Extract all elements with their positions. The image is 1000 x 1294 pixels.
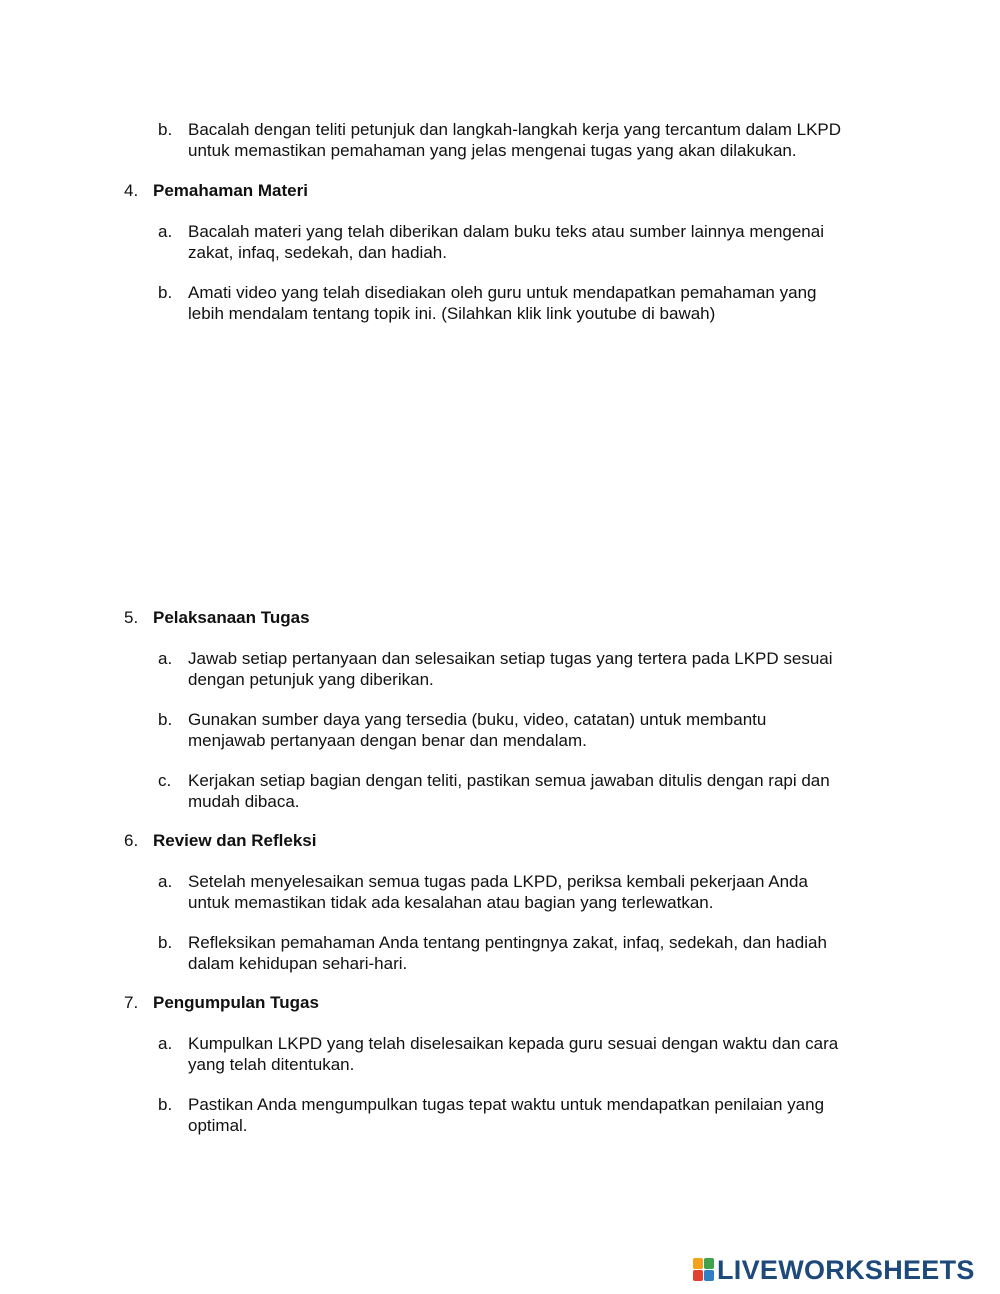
item-text-line: Gunakan sumber daya yang tersedia (buku, video, catatan) untuk membantu bbox=[188, 710, 767, 729]
item-text-line: Jawab setiap pertanyaan dan selesaikan setiap tugas yang tertera pada LKPD sesuai bbox=[188, 649, 833, 668]
section-number: 7. bbox=[124, 993, 139, 1012]
item-marker: a. bbox=[158, 649, 173, 668]
section-title: Pengumpulan Tugas bbox=[153, 993, 319, 1012]
item-marker: a. bbox=[158, 222, 173, 241]
liveworksheets-logo-icon bbox=[693, 1258, 715, 1282]
item-text-line: mudah dibaca. bbox=[188, 792, 300, 811]
item-text-line: yang telah ditentukan. bbox=[188, 1055, 355, 1074]
item-marker: b. bbox=[158, 1095, 173, 1114]
item-text-line: untuk memastikan pemahaman yang jelas mengenai tugas yang akan dilakukan. bbox=[188, 141, 797, 160]
item-text-line: Bacalah dengan teliti petunjuk dan langkah-langkah kerja yang tercantum dalam LKPD bbox=[188, 120, 842, 139]
video-placeholder-area bbox=[150, 340, 850, 590]
item-text-line: zakat, infaq, sedekah, dan hadiah. bbox=[188, 243, 447, 262]
item-text-line: Pastikan Anda mengumpulkan tugas tepat waktu untuk mendapatkan penilaian yang bbox=[188, 1095, 825, 1114]
item-marker: a. bbox=[158, 1034, 173, 1053]
item-marker: b. bbox=[158, 933, 173, 952]
item-text-line: Kerjakan setiap bagian dengan teliti, pastikan semua jawaban ditulis dengan rapi dan bbox=[188, 771, 830, 790]
item-text-line: menjawab pertanyaan dengan benar dan mendalam. bbox=[188, 731, 587, 750]
item-text-line: Kumpulkan LKPD yang telah diselesaikan kepada guru sesuai dengan waktu dan cara bbox=[188, 1034, 839, 1053]
logo-square-2 bbox=[704, 1258, 714, 1269]
liveworksheets-wordmark: LIVEWORKSHEETS bbox=[717, 1254, 975, 1285]
item-text-line: Setelah menyelesaikan semua tugas pada LKPD, periksa kembali pekerjaan Anda bbox=[188, 872, 808, 891]
item-text-line: Amati video yang telah disediakan oleh guru untuk mendapatkan pemahaman yang bbox=[188, 283, 817, 302]
item-text-line: Refleksikan pemahaman Anda tentang pentingnya zakat, infaq, sedekah, dan hadiah bbox=[188, 933, 827, 952]
liveworksheets-logo bbox=[693, 1256, 975, 1284]
item-text-line: optimal. bbox=[188, 1116, 248, 1135]
item-text-line: dalam kehidupan sehari-hari. bbox=[188, 954, 408, 973]
item-text-line: dengan petunjuk yang diberikan. bbox=[188, 670, 434, 689]
logo-square-1 bbox=[693, 1258, 703, 1269]
section-title: Review dan Refleksi bbox=[153, 831, 317, 850]
item-text-line: lebih mendalam tentang topik ini. (Silahkan klik link youtube di bawah) bbox=[188, 304, 716, 323]
logo-square-4 bbox=[704, 1270, 714, 1281]
logo-square-3 bbox=[693, 1270, 703, 1281]
item-marker: c. bbox=[158, 771, 172, 790]
section-number: 6. bbox=[124, 831, 139, 850]
item-text-line: Bacalah materi yang telah diberikan dalam buku teks atau sumber lainnya mengenai bbox=[188, 222, 824, 241]
section-title: Pemahaman Materi bbox=[153, 181, 308, 200]
item-marker: b. bbox=[158, 283, 173, 302]
section-number: 4. bbox=[124, 181, 139, 200]
item-marker: b. bbox=[158, 710, 173, 729]
item-text-line: untuk memastikan tidak ada kesalahan atau bagian yang terlewatkan. bbox=[188, 893, 714, 912]
section-title: Pelaksanaan Tugas bbox=[153, 608, 310, 627]
section-number: 5. bbox=[124, 608, 139, 627]
item-marker: b. bbox=[158, 120, 173, 139]
item-marker: a. bbox=[158, 872, 173, 891]
